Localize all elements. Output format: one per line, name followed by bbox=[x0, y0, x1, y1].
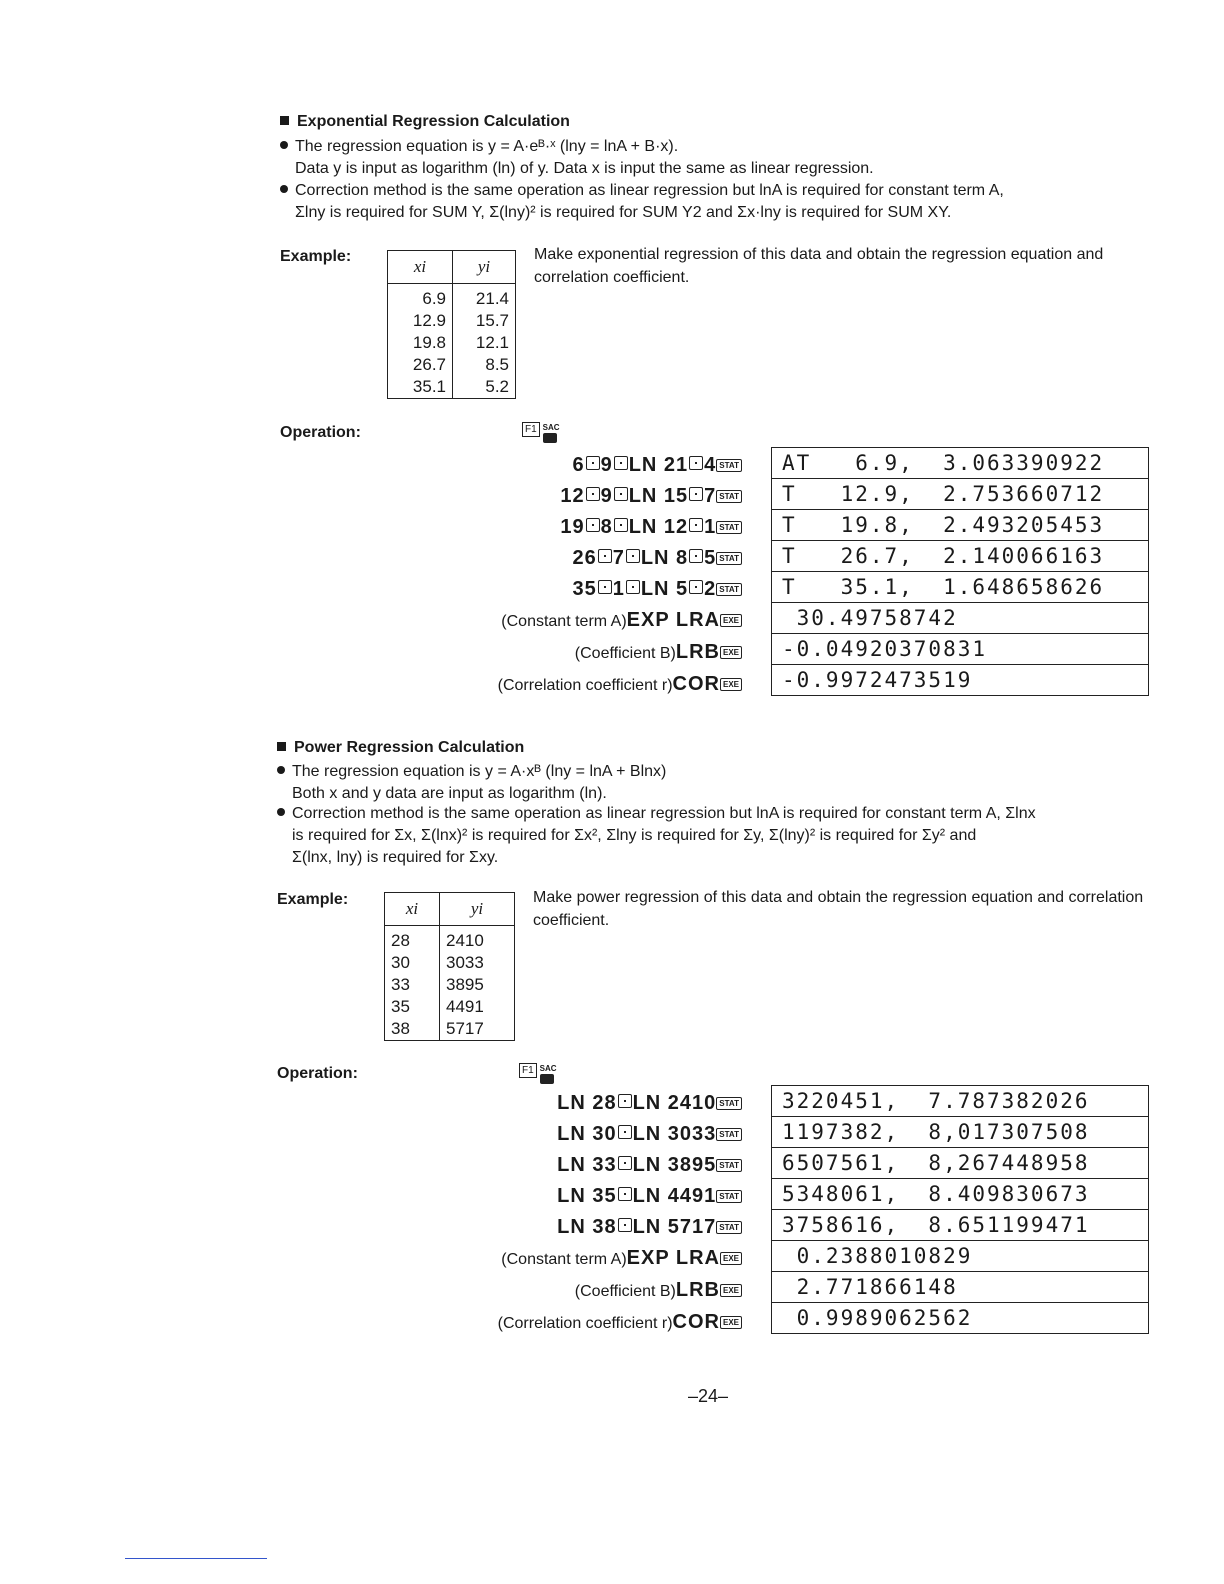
dot-key-icon bbox=[598, 580, 612, 594]
pow-description: Make power regression of this data and obtain the regression equation and correlation coefficient. bbox=[533, 889, 1144, 929]
table-row: 30 3033 bbox=[385, 952, 515, 974]
dot-key-icon bbox=[689, 518, 703, 532]
exp-operation-label: Operation: bbox=[280, 424, 361, 441]
page-number: –24– bbox=[688, 1386, 729, 1406]
dot-key-icon bbox=[586, 487, 600, 501]
key-row: 6 9 LN 21 4 STAT bbox=[380, 450, 742, 481]
sac-key-icon: SAC bbox=[543, 424, 560, 443]
exe-key-icon: EXE bbox=[720, 1284, 742, 1297]
comma-key-icon bbox=[618, 1094, 632, 1108]
display-line: 2.771866148 bbox=[772, 1272, 1148, 1303]
display-line: 6507561, 8,267448958 bbox=[772, 1148, 1148, 1179]
display-line: AT 6.9, 3.063390922 bbox=[772, 448, 1148, 479]
pow-operation-label: Operation: bbox=[277, 1065, 358, 1082]
dot-key-icon bbox=[586, 518, 600, 532]
exp-data-table bbox=[387, 250, 516, 399]
table-row: 12.9 15.7 bbox=[388, 310, 516, 332]
exp-line-2: Data y is input as logarithm (ln) of y. Data x is input the same as linear regression. bbox=[295, 160, 874, 177]
key-row-correlation: (Correlation coefficient r)COR EXE bbox=[380, 1307, 742, 1339]
comma-key-icon bbox=[614, 487, 628, 501]
dot-key-icon bbox=[689, 487, 703, 501]
key-row: LN 33 LN 3895 STAT bbox=[380, 1150, 742, 1181]
comma-key-icon bbox=[618, 1218, 632, 1232]
pow-example-label: Example: bbox=[277, 891, 349, 908]
exe-key-icon: EXE bbox=[720, 646, 742, 659]
exp-heading: Exponential Regression Calculation bbox=[280, 113, 570, 131]
key-row-constant: (Constant term A)EXP LRA EXE bbox=[380, 1243, 742, 1275]
key-row: 19 8 LN 12 1 STAT bbox=[380, 512, 742, 543]
footer-rule bbox=[125, 1558, 267, 1559]
key-row-coefficient: (Coefficient B)LRB EXE bbox=[380, 1275, 742, 1307]
comma-key-icon bbox=[618, 1187, 632, 1201]
comma-key-icon bbox=[618, 1156, 632, 1170]
display-line: T 35.1, 1.648658626 bbox=[772, 572, 1148, 603]
key-row: 26 7 LN 8 5 STAT bbox=[380, 543, 742, 574]
stat-key-icon: STAT bbox=[716, 521, 742, 534]
header-xi: xi bbox=[388, 251, 453, 284]
stat-key-icon: STAT bbox=[716, 1221, 742, 1234]
key-row: LN 30 LN 3033 STAT bbox=[380, 1119, 742, 1150]
display-line: 0.9989062562 bbox=[782, 1306, 973, 1330]
pow-line-3: Correction method is the same operation as linear regression but lnA is required for constant term A, Σlnx bbox=[277, 803, 1036, 825]
header-yi: yi bbox=[453, 251, 516, 284]
key-row-constant: (Constant term A)EXP LRA EXE bbox=[380, 605, 742, 637]
exp-display-panel bbox=[771, 447, 1149, 696]
comma-key-icon bbox=[614, 518, 628, 532]
comma-key-icon bbox=[614, 456, 628, 470]
table-row: 38 5717 bbox=[385, 1018, 515, 1041]
comma-key-icon bbox=[626, 549, 640, 563]
key-row-correlation: (Correlation coefficient r)COR EXE bbox=[380, 669, 742, 701]
exp-description: Make exponential regression of this data and obtain the regression equation and correlation coefficient. bbox=[534, 246, 1104, 286]
comma-key-icon bbox=[626, 580, 640, 594]
bullet-icon bbox=[277, 808, 285, 816]
pow-key-sequence bbox=[380, 1088, 742, 1339]
square-bullet-icon bbox=[280, 116, 289, 125]
sac-key-icon: SAC bbox=[540, 1065, 557, 1084]
bullet-icon bbox=[280, 141, 288, 149]
key-row: 35 1 LN 5 2 STAT bbox=[380, 574, 742, 605]
display-line: 0.2388010829 bbox=[772, 1241, 1148, 1272]
table-row: 35.1 5.2 bbox=[388, 376, 516, 399]
exp-key-sequence bbox=[380, 450, 742, 701]
key-row: LN 38 LN 5717 STAT bbox=[380, 1212, 742, 1243]
display-line: T 26.7, 2.140066163 bbox=[772, 541, 1148, 572]
pow-data-table bbox=[384, 892, 515, 1041]
key-row: LN 35 LN 4491 STAT bbox=[380, 1181, 742, 1212]
pow-line-5: Σ(lnx, lny) is required for Σxy. bbox=[292, 849, 499, 866]
exe-key-icon: EXE bbox=[720, 1252, 742, 1265]
exp-line-4: Σlny is required for SUM Y, Σ(lny)² is required for SUM Y2 and Σx·lny is required for SUM XY. bbox=[295, 204, 952, 221]
pow-heading: Power Regression Calculation bbox=[277, 739, 524, 757]
display-line: T 12.9, 2.753660712 bbox=[772, 479, 1148, 510]
table-row: 35 4491 bbox=[385, 996, 515, 1018]
pow-line-4: is required for Σx, Σ(lnx)² is required for Σx², Σlny is required for Σy, Σ(lny)² is required for Σy² and bbox=[292, 827, 977, 844]
table-row: 28 2410 bbox=[385, 926, 515, 953]
display-line: 3758616, 8.651199471 bbox=[772, 1210, 1148, 1241]
table-row: 33 3895 bbox=[385, 974, 515, 996]
stat-key-icon: STAT bbox=[716, 1128, 742, 1141]
dot-key-icon bbox=[586, 456, 600, 470]
stat-key-icon: STAT bbox=[716, 552, 742, 565]
stat-key-icon: STAT bbox=[716, 490, 742, 503]
display-line: 1197382, 8,017307508 bbox=[772, 1117, 1148, 1148]
dot-key-icon bbox=[598, 549, 612, 563]
table-row: 6.9 21.4 bbox=[388, 284, 516, 311]
f1-key-icon: F1 bbox=[522, 422, 540, 437]
display-line: 5348061, 8.409830673 bbox=[772, 1179, 1148, 1210]
display-line: T 19.8, 2.493205453 bbox=[772, 510, 1148, 541]
pow-line-1: The regression equation is y = A·xᴮ (lny = lnA + Blnx) bbox=[277, 761, 666, 783]
exe-key-icon: EXE bbox=[720, 614, 742, 627]
exp-line-1: The regression equation is y = A·eᴮ·ˣ (lny = lnA + B·x). bbox=[280, 136, 678, 158]
exe-key-icon: EXE bbox=[720, 678, 742, 691]
key-row-coefficient: (Coefficient B)LRB EXE bbox=[380, 637, 742, 669]
exp-f1-sac bbox=[522, 419, 560, 443]
exp-example-label: Example: bbox=[280, 248, 352, 265]
square-bullet-icon bbox=[277, 742, 286, 751]
bullet-icon bbox=[277, 766, 285, 774]
f1-key-icon: F1 bbox=[519, 1063, 537, 1078]
table-row: 19.8 12.1 bbox=[388, 332, 516, 354]
display-line: -0.04920370831 bbox=[772, 634, 1148, 665]
stat-key-icon: STAT bbox=[716, 1190, 742, 1203]
exp-line-3: Correction method is the same operation as linear regression but lnA is required for constant term A, bbox=[280, 180, 1004, 202]
stat-key-icon: STAT bbox=[716, 459, 742, 472]
stat-key-icon: STAT bbox=[716, 1097, 742, 1110]
header-yi: yi bbox=[440, 893, 515, 926]
pow-line-2: Both x and y data are input as logarithm (ln). bbox=[292, 785, 607, 802]
pow-f1-sac bbox=[519, 1060, 557, 1084]
dot-key-icon bbox=[689, 549, 703, 563]
exe-key-icon: EXE bbox=[720, 1316, 742, 1329]
table-row: 26.7 8.5 bbox=[388, 354, 516, 376]
pow-display-panel bbox=[771, 1085, 1149, 1334]
display-line: 30.49758742 bbox=[772, 603, 1148, 634]
key-row: 12 9 LN 15 7 STAT bbox=[380, 481, 742, 512]
bullet-icon bbox=[280, 185, 288, 193]
stat-key-icon: STAT bbox=[716, 1159, 742, 1172]
display-line: 3220451, 7.787382026 bbox=[772, 1086, 1148, 1117]
comma-key-icon bbox=[618, 1125, 632, 1139]
key-row: LN 28 LN 2410 STAT bbox=[380, 1088, 742, 1119]
stat-key-icon: STAT bbox=[716, 583, 742, 596]
dot-key-icon bbox=[689, 456, 703, 470]
dot-key-icon bbox=[689, 580, 703, 594]
display-line: -0.9972473519 bbox=[782, 668, 973, 692]
header-xi: xi bbox=[385, 893, 440, 926]
